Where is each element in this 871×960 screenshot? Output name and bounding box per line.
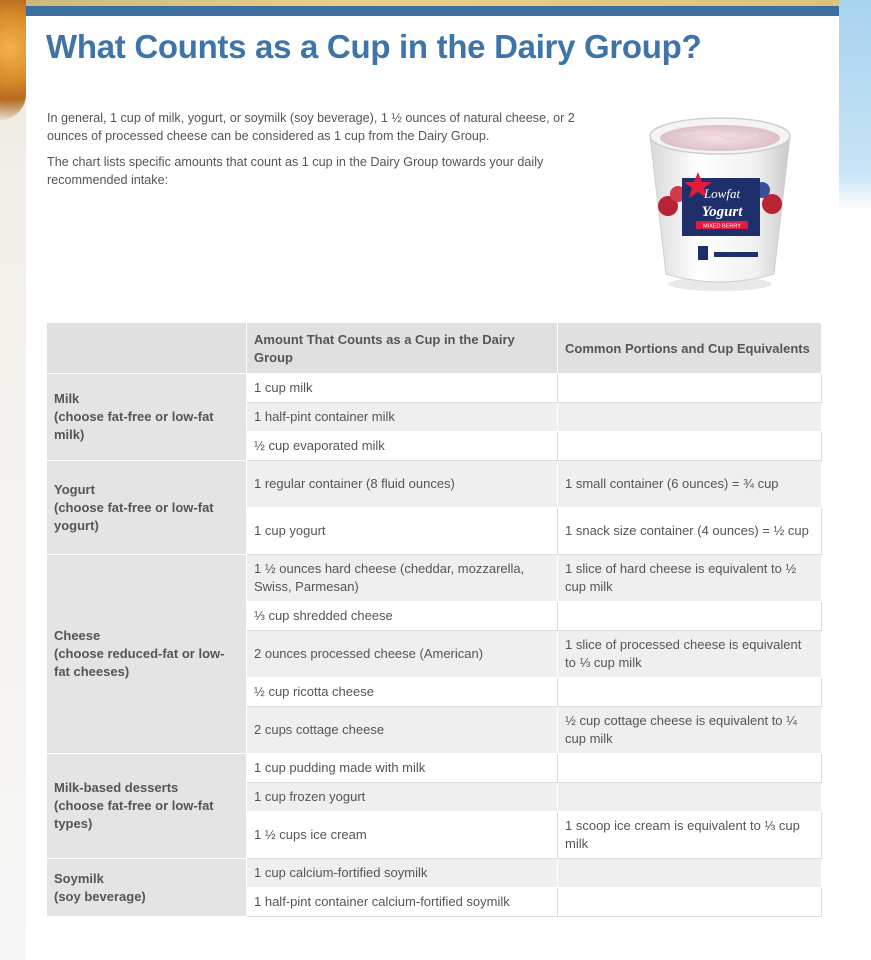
portion-cell: 1 small container (6 ounces) = ¾ cup: [558, 461, 822, 508]
page-title: What Counts as a Cup in the Dairy Group?: [46, 28, 702, 65]
portion-cell: [558, 602, 822, 631]
intro-paragraph-1: In general, 1 cup of milk, yogurt, or soymilk (soy beverage), 1 ½ ounces of natural cheese, or 2 ounces of processed cheese can be considered as 1 cup from the Dairy Group.: [47, 111, 575, 143]
group-note: (choose fat-free or low-fat types): [54, 798, 214, 831]
amount-cell: ½ cup evaporated milk: [247, 432, 558, 461]
group-name: Milk-based desserts: [54, 780, 179, 795]
yogurt-flavor: MIXED BERRY: [703, 223, 741, 230]
dairy-cup-table: [46, 322, 822, 917]
group-note: (choose fat-free or low-fat milk): [54, 409, 214, 442]
group-milk-based-desserts: [47, 754, 247, 859]
amount-cell: 1 ½ cups ice cream: [247, 812, 558, 859]
portion-cell: 1 slice of hard cheese is equivalent to ½ cup milk: [558, 555, 822, 602]
group-name: Soymilk: [54, 870, 104, 886]
background-left-edge: [0, 0, 26, 960]
table-row: [47, 374, 822, 403]
background-food-image: [0, 0, 26, 120]
group-name: Milk: [54, 391, 80, 406]
intro-paragraph-2: The chart lists specific amounts that count as 1 cup in the Dairy Group towards your daily recommended intake:: [47, 155, 544, 187]
group-soymilk: [47, 859, 247, 917]
group-yogurt: [47, 461, 247, 555]
group-name: Yogurt: [54, 481, 95, 497]
group-note: (choose reduced-fat or low-fat cheeses): [54, 646, 225, 679]
header-portions: Common Portions and Cup Equivalents: [558, 323, 822, 374]
amount-cell: 1 cup milk: [247, 374, 558, 403]
background-right-edge: [839, 0, 871, 960]
portion-cell: [558, 783, 822, 812]
amount-cell: 1 half-pint container milk: [247, 403, 558, 432]
yogurt-brand-line1: Lowfat: [703, 186, 741, 201]
amount-cell: 2 ounces processed cheese (American): [247, 631, 558, 678]
table-row: [47, 461, 822, 508]
group-note: (choose fat-free or low-fat yogurt): [54, 499, 214, 533]
table-row: [47, 754, 822, 783]
panel-top-bar: [26, 6, 839, 16]
portion-cell: ½ cup cottage cheese is equivalent to ¼ cup milk: [558, 707, 822, 754]
portion-cell: [558, 403, 822, 432]
amount-cell: 1 cup yogurt: [247, 508, 558, 555]
amount-cell: 1 half-pint container calcium-fortified soymilk: [247, 888, 558, 917]
intro-text: [47, 109, 617, 197]
amount-cell: 1 regular container (8 fluid ounces): [247, 461, 558, 508]
portion-cell: [558, 432, 822, 461]
amount-cell: 1 cup pudding made with milk: [247, 754, 558, 783]
yogurt-brand-line2: Yogurt: [701, 204, 743, 220]
portion-cell: 1 scoop ice cream is equivalent to ⅓ cup milk: [558, 812, 822, 859]
table-header-row: [47, 323, 822, 374]
portion-cell: [558, 888, 822, 917]
portion-cell: [558, 859, 822, 888]
header-group: [47, 323, 247, 374]
portion-cell: [558, 754, 822, 783]
amount-cell: 1 cup frozen yogurt: [247, 783, 558, 812]
amount-cell: ⅓ cup shredded cheese: [247, 602, 558, 631]
yogurt-cup-image: [642, 106, 792, 296]
group-cheese: [47, 555, 247, 754]
portion-cell: [558, 374, 822, 403]
group-note: (soy beverage): [54, 888, 146, 904]
group-name: Cheese: [54, 628, 101, 643]
table-row: [47, 859, 822, 888]
group-milk: [47, 374, 247, 461]
amount-cell: ½ cup ricotta cheese: [247, 678, 558, 707]
portion-cell: [558, 678, 822, 707]
portion-cell: 1 slice of processed cheese is equivalent to ⅓ cup milk: [558, 631, 822, 678]
amount-cell: 2 cups cottage cheese: [247, 707, 558, 754]
header-amount: Amount That Counts as a Cup in the Dairy Group: [247, 323, 558, 374]
portion-cell: 1 snack size container (4 ounces) = ½ cup: [558, 508, 822, 555]
amount-cell: 1 ½ ounces hard cheese (cheddar, mozzarella, Swiss, Parmesan): [247, 555, 558, 602]
amount-cell: 1 cup calcium-fortified soymilk: [247, 859, 558, 888]
content-panel: [26, 6, 839, 960]
table-row: [47, 555, 822, 602]
